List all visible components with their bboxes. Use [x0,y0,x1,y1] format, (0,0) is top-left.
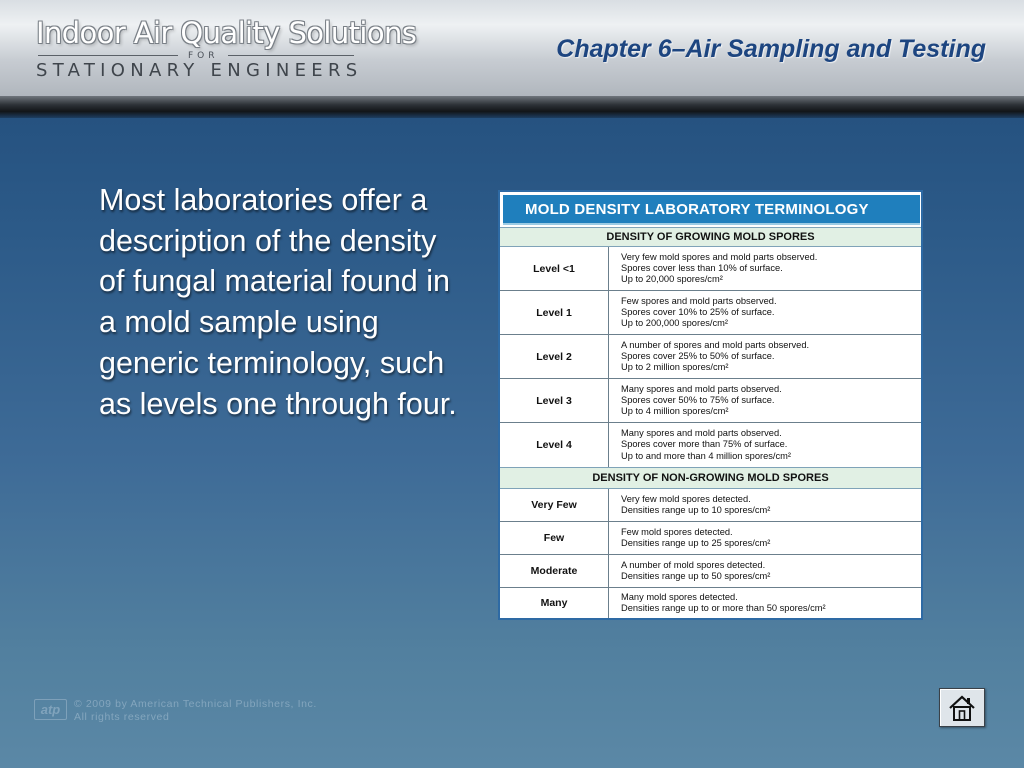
home-button[interactable] [939,688,985,727]
row-description [621,489,917,521]
row-label: Moderate [500,555,609,587]
section-heading-non-growing: DENSITY OF NON-GROWING MOLD SPORES [500,467,921,489]
publisher-logo: atp [34,699,67,720]
row-description [621,555,917,587]
table-title: MOLD DENSITY LABORATORY TERMINOLOGY [503,195,920,225]
desc-line: Spores cover 10% to 25% of surface. [621,306,775,317]
desc-line: Spores cover 50% to 75% of surface. [621,394,775,405]
desc-line: Spores cover more than 75% of surface. [621,439,788,450]
table-row [500,247,921,291]
row-label: Few [500,522,609,554]
row-description [621,423,917,467]
row-label: Level 1 [500,291,609,334]
desc-line: Up to and more than 4 million spores/cm² [621,450,791,461]
table-row [500,379,921,423]
table-row [500,555,921,588]
section-heading-growing: DENSITY OF GROWING MOLD SPORES [500,227,921,247]
desc-line: Up to 200,000 spores/cm² [621,318,728,329]
desc-line: Spores cover 25% to 50% of surface. [621,350,775,361]
row-description [621,335,917,378]
header-banner [0,0,1024,100]
desc-line: Up to 4 million spores/cm² [621,406,729,417]
desc-line: A number of mold spores detected. [621,559,766,570]
desc-line: Densities range up to 10 spores/cm² [621,505,771,515]
table-row [500,489,921,522]
desc-line: Densities range up to or more than 50 spores/cm² [621,603,826,613]
copyright-notice [74,698,317,723]
row-description [621,247,917,290]
copyright-line: © 2009 by American Technical Publishers, Inc. [74,698,317,710]
table-row [500,423,921,467]
row-label: Level <1 [500,247,609,290]
desc-line: Up to 20,000 spores/cm² [621,274,723,285]
slide-body-text: Most laboratories offer a description of the density of fungal material found in a mold sample using generic terminology, such as levels one through four. [99,183,457,421]
row-description [621,588,917,618]
row-label: Very Few [500,489,609,521]
row-description [621,522,917,554]
desc-line: Up to 2 million spores/cm² [621,362,729,373]
desc-line: Very few mold spores and mold parts observed. [621,251,818,262]
brand-rule-right [228,55,354,56]
brand-subtitle: STATIONARY ENGINEERS [36,60,363,81]
row-label: Level 3 [500,379,609,422]
table-row [500,588,921,618]
copyright-line: All rights reserved [74,710,170,723]
desc-line: Few mold spores detected. [621,526,733,537]
row-label: Level 4 [500,423,609,467]
row-label: Many [500,588,609,618]
brand-for: FOR [188,51,219,61]
desc-line: Many spores and mold parts observed. [621,383,782,394]
desc-line: Very few mold spores detected. [621,493,751,504]
desc-line: A number of spores and mold parts observed. [621,339,810,350]
row-description [621,379,917,422]
mold-density-table [498,190,923,620]
chapter-title: Chapter 6–Air Sampling and Testing [556,35,986,63]
brand-rule-left [38,55,178,56]
desc-line: Few spores and mold parts observed. [621,295,777,306]
desc-line: Densities range up to 25 spores/cm² [621,538,771,548]
desc-line: Spores cover less than 10% of surface. [621,262,783,273]
home-icon [947,693,977,723]
table-row [500,291,921,335]
table-row [500,522,921,555]
desc-line: Many mold spores detected. [621,591,738,602]
brand-title: Indoor Air Quality Solutions [36,16,417,50]
desc-line: Many spores and mold parts observed. [621,428,782,439]
table-row [500,335,921,379]
header-divider [0,96,1024,118]
desc-line: Densities range up to 50 spores/cm² [621,571,771,581]
row-description [621,291,917,334]
row-label: Level 2 [500,335,609,378]
